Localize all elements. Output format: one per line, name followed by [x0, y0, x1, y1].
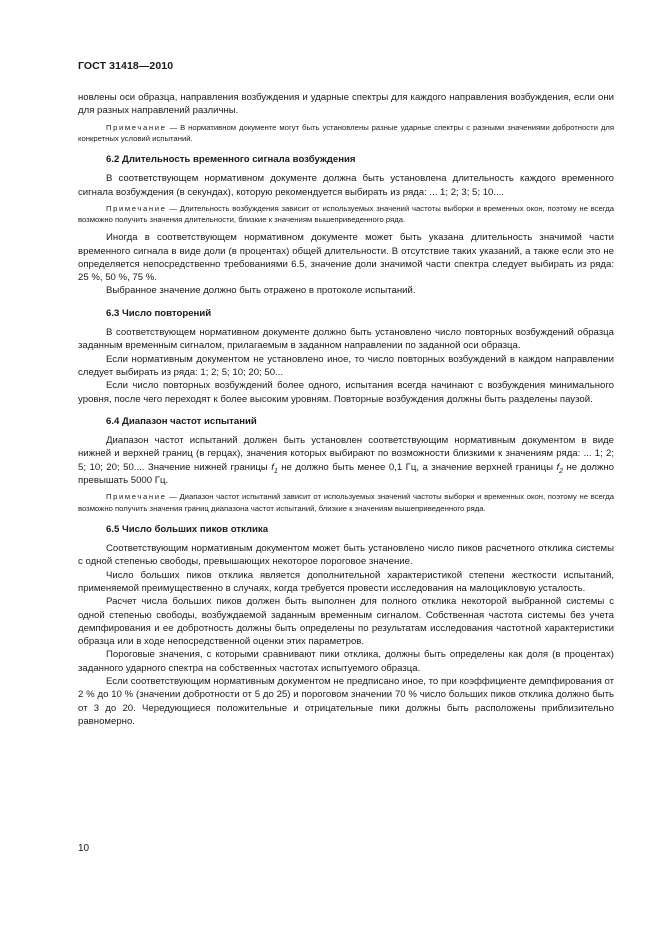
note [78, 203, 614, 225]
section-heading-6-2: 6.2 Длительность временного сигнала возбуждения [106, 154, 356, 165]
note-label: Примечание [106, 203, 167, 213]
section-heading-6-3: 6.3 Число повторений [106, 307, 212, 319]
note [78, 491, 614, 513]
paragraph: Если соответствующим нормативным документом не предписано иное, то при коэффициенте демпфирования от 2 % до 10 % (значении добротности от 5 до 25) и пороговом значении 70 % число больших пиков отклика должно быть от 3 до 20. Чередующиеся положительные и отрицательные пики должны быть расположены приблизительно равномерно. [78, 676, 614, 727]
note-text: — Длительность возбуждения зависит от используемых значений частоты выборки и временных окон, поэтому не всегда возможно получить значения длительности, близкие к значениям вышеприведенного ряда. [78, 203, 614, 225]
text-fragment: не должно быть менее 0,1 Гц, а значение верхней границы [277, 461, 557, 473]
symbol-f2: $f_2$ [556, 461, 564, 475]
symbol-f1: $f_1$ [271, 461, 278, 475]
note-text: — В нормативном документе могут быть установлены разные ударные спектры с разными значениями добротности для конкретных условий испытаний. [78, 122, 614, 143]
paragraph: Если число повторных возбуждений более одного, испытания всегда начинают с возбуждения минимального уровня, после чего переходят к более высоким уровням. Повторные возбуждения должны быть разделены паузой. [78, 380, 614, 405]
page-body [78, 91, 614, 728]
paragraph: Пороговые значения, с которыми сравнивают пики отклика, должны быть определены как доля (в процентах) заданного ударного спектра на собственных частотах испытуемого образца. [78, 649, 614, 674]
text-fragment: не должно превышать 5000 Гц. [78, 461, 614, 487]
continuation-paragraph: новлены оси образца, направления возбуждения и ударные спектры для каждого направления возбуждения, если они для разных направлений различны. [78, 92, 614, 117]
page-number: 10 [78, 843, 90, 854]
document-header: ГОСТ 31418—2010 [78, 60, 174, 72]
paragraph [78, 434, 614, 487]
note [78, 122, 614, 144]
paragraph: Выбранное значение должно быть отражено в протоколе испытаний. [106, 285, 416, 297]
section-heading-6-5: 6.5 Число больших пиков отклика [106, 523, 269, 535]
text-fragment: Диапазон частот испытаний должен быть установлен соответствующим нормативным документом в виде нижней и верхней границ (в герцах), значения которых выбирают по возможности близкими к значениям ряда: ... 1; 2; 5; 10; 20; 50.... Значение нижней границы [78, 435, 614, 473]
section-heading-6-4: 6.4 Диапазон частот испытаний [106, 415, 257, 427]
paragraph: Иногда в соответствующем нормативном документе может быть указана длительность значимой части временного сигнала в виде доли (в процентах) общей длительности. В отсутствие таких указаний, а также если это не определяется непосредственно требованиями 6.5, значение доли значимой части спектра следует выбирать из ряда: 25 %, 50 %, 75 %. [78, 232, 614, 284]
paragraph: Число больших пиков отклика является дополнительной характеристикой степени жесткости испытаний, применяемой преимущественно в случаях, когда требуется провести исследования на малоцикловую усталость. [78, 569, 614, 594]
note-label: Примечание [106, 122, 167, 132]
paragraph: Соответствующим нормативным документом может быть установлено число пиков расчетного отклика системы с одной степенью свободы, превышающих некоторое пороговое значение. [78, 543, 614, 568]
paragraph: Если нормативным документом не установлено иное, то число повторных возбуждений в каждом направлении следует выбирать из ряда: 1; 2; 5; 10; 20; 50... [78, 353, 614, 378]
paragraph: В соответствующем нормативном документе должна быть установлена длительность каждого временного сигнала возбуждения (в секундах), которую рекомендуется выбирать из ряда: ... 1; 2; 3; 5; 10.... [78, 173, 614, 198]
paragraph: Расчет числа больших пиков должен быть выполнен для полного отклика некоторой выбранной системы с одной степенью свободы, возбуждаемой заданным временным сигналом. Собственная частота системы без учета демпфирования и ее добротность должны быть определены по результатам исследования частотной характеристики образца или в ходе непосредственной оценки этих параметров. [78, 596, 614, 648]
paragraph: В соответствующем нормативном документе должно быть установлено число повторных возбуждений образца заданным временным сигналом, прилагаемым в заданном направлении по заданной оси образца. [78, 327, 614, 352]
note-text: — Диапазон частот испытаний зависит от используемых значений частоты выборки и временных окон, поэтому не всегда возможно получить значения границ диапазона частот испытаний, близкие к значениям вышеприведенного ряда. [78, 492, 614, 513]
note-label: Примечание [106, 492, 167, 502]
